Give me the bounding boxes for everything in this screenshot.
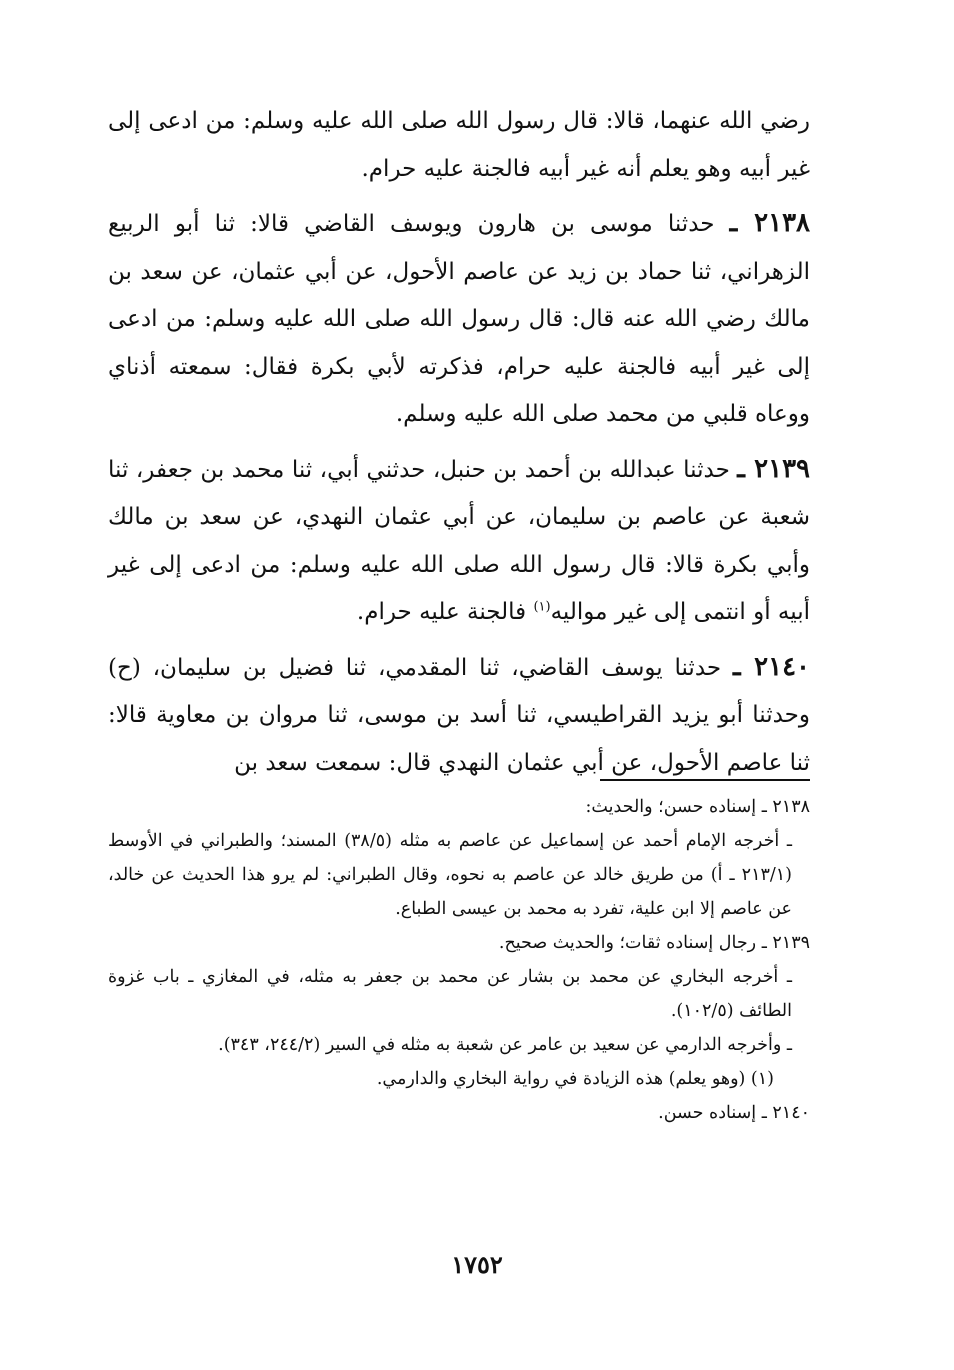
paragraph-continuation xyxy=(108,98,810,193)
hadith-number: ٢١٣٩ ـ xyxy=(737,453,811,484)
paragraph-text: حدثنا موسى بن هارون ويوسف القاضي قالا: ثنا أبو الربيع الزهراني، ثنا حماد بن زيد عن عاصم الأحول، عن أبي عثمان، عن سعد بن مالك رضي الله عنه قال: قال رسول الله صلى الله عليه وسلم: من ادعى إلى غير أبيه فالجنة عليه حرام، فذكرته لأبي بكرة فقال: سمعته أذناي ووعاه قلبي من محمد صلى الله عليه وسلم. xyxy=(108,211,810,427)
hadith-number: ٢١٤٠ ـ xyxy=(732,651,811,682)
paragraph-text: رضي الله عنهما، قالا: قال رسول الله صلى الله عليه وسلم: من ادعى إلى غير أبيه وهو يعلم أنه غير أبيه فالجنة عليه حرام. xyxy=(108,108,810,182)
hadith-2140 xyxy=(108,644,810,788)
note-2139-b: ـ وأخرجه الدارمي عن سعيد بن عامر عن شعبة به مثله في السير (٢٤٤/٢، ٣٤٣). xyxy=(218,1035,792,1055)
footnotes xyxy=(108,790,810,1130)
note-2139-a: ـ أخرجه البخاري عن محمد بن بشار عن محمد بن جعفر به مثله، في المغازي ـ باب غزوة الطائف (١٠٢/٥). xyxy=(108,967,792,1021)
hadith-2139 xyxy=(108,446,810,637)
main-text xyxy=(108,98,810,794)
paragraph-text-after: فالجنة عليه حرام. xyxy=(356,599,534,625)
page-number: ١٧٥٢ xyxy=(451,1250,503,1279)
note-2138-body: ـ أخرجه الإمام أحمد عن إسماعيل عن عاصم به مثله (٣٨/٥) المسند؛ والطبراني في الأوسط (٢١٣/١ ـ أ) من طريق خالد عن عاصم به نحوه، وقال الطبراني: لم يرو هذا الحديث عن خالد، عن عاصم إلا ابن علية، تفرد به محمد بن عيسى الطباع. xyxy=(108,831,793,919)
footnote-separator xyxy=(600,779,810,781)
footnote-marker: (١) xyxy=(533,599,551,615)
note-2139-head: ٢١٣٩ ـ رجال إسناده ثقات؛ والحديث صحيح. xyxy=(498,933,810,953)
paragraph-text: حدثنا يوسف القاضي، ثنا المقدمي، ثنا فضيل بن سليمان، (ح) وحدثنا أبو يزيد القراطيسي، ثنا أسد بن موسى، ثنا مروان بن معاوية قالا: ثنا عاصم الأحول، عن أبي عثمان النهدي قال: سمعت سعد بن xyxy=(108,654,810,776)
note-2140-head: ٢١٤٠ ـ إسناده حسن. xyxy=(658,1103,810,1123)
footnote-1: (١) (وهو يعلم) هذه الزيادة في رواية البخاري والدارمي. xyxy=(376,1069,774,1089)
note-2138-head: ٢١٣٨ ـ إسناده حسن؛ والحديث: xyxy=(585,797,810,817)
paragraph-text: حدثنا عبدالله بن أحمد بن حنبل، حدثني أبي، ثنا محمد بن جعفر، ثنا شعبة عن عاصم بن سليمان، عن أبي عثمان النهدي، عن سعد بن مالك وأبي بكرة قالا: قال رسول الله صلى الله عليه وسلم: من ادعى إلى غير أبيه أو انتمى إلى غير مواليه xyxy=(108,456,810,625)
hadith-2138 xyxy=(108,200,810,439)
hadith-number: ٢١٣٨ ـ xyxy=(729,208,811,238)
